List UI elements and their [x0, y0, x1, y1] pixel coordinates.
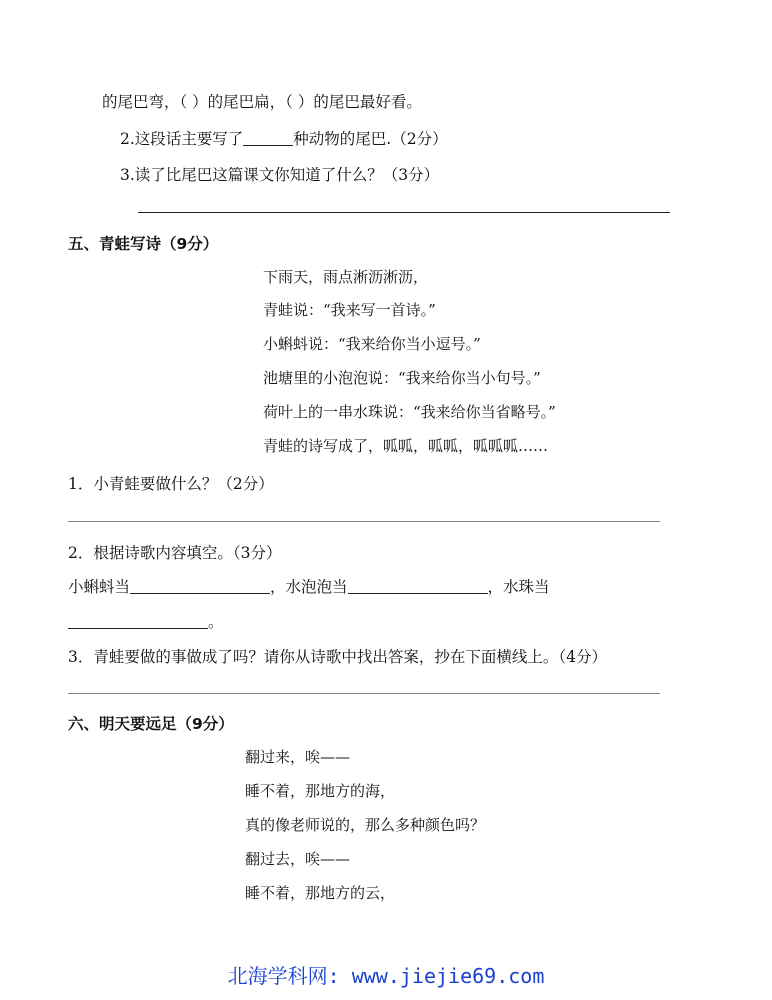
poem2-line: 翻过来，唉——: [245, 748, 351, 766]
poem2-line: 真的像老师说的，那么多种颜色吗？: [245, 816, 486, 834]
poem1-line: 小蝌蚪说：“我来给你当小逗号。”: [263, 335, 481, 353]
poem1-line: 青蛙的诗写成了，呱呱，呱呱，呱呱呱……: [263, 437, 549, 455]
poem2-line: 睡不着，那地方的云，: [245, 884, 396, 902]
poem1-line: 青蛙说：“我来写一首诗。”: [263, 301, 436, 319]
fill-a-blank[interactable]: [130, 579, 270, 594]
q2-question: [120, 127, 448, 149]
s5-q3: 3．青蛙要做的事做成了吗？请你从诗歌中找出答案，抄在下面横线上。（4分）: [68, 648, 607, 666]
s5-q2-fill: [68, 575, 550, 597]
s5-q2: 2．根据诗歌内容填空。（3分）: [68, 544, 282, 562]
section6-heading: 六、明天要远足（9分）: [68, 715, 234, 733]
q3-question: 3.读了比尾巴这篇课文你知道了什么？（3分）: [120, 166, 440, 184]
s5-q3-answer-line[interactable]: [68, 693, 660, 694]
fill-c-blank[interactable]: [68, 614, 208, 629]
poem2-line: 睡不着，那地方的海，: [245, 782, 396, 800]
poem1-line: 池塘里的小泡泡说：“我来给你当小句号。”: [263, 369, 541, 387]
fill-b-blank[interactable]: [348, 579, 488, 594]
poem1-line: 荷叶上的一串水珠说：“我来给你当省略号。”: [263, 403, 556, 421]
q1-answer-line: 的尾巴弯，（ ）的尾巴扁，（ ）的尾巴最好看。: [102, 93, 422, 111]
q3-answer-line[interactable]: [138, 212, 670, 213]
q2-blank[interactable]: [243, 131, 293, 146]
fill-c-label: ，水珠当: [487, 578, 550, 596]
section5-heading: 五、青蛙写诗（9分）: [68, 235, 219, 253]
q2-prefix: 2.这段话主要写了: [120, 130, 244, 148]
poem2-line: 翻过去，唉——: [245, 850, 351, 868]
fill-b-label: ，水泡泡当: [270, 578, 348, 596]
s5-q1: 1．小青蛙要做什么？（2分）: [68, 475, 274, 493]
s5-q1-answer-line[interactable]: [68, 521, 660, 522]
poem1-line: 下雨天，雨点淅沥淅沥，: [263, 268, 429, 286]
site-watermark: 北海学科网: www.jiejie69.com: [227, 964, 545, 988]
s5-q2-fill-cont: [68, 610, 224, 632]
q2-suffix: 种动物的尾巴.（2分）: [293, 130, 448, 148]
fill-a-label: 小蝌蚪当: [68, 578, 131, 596]
fill-end: 。: [208, 613, 224, 631]
